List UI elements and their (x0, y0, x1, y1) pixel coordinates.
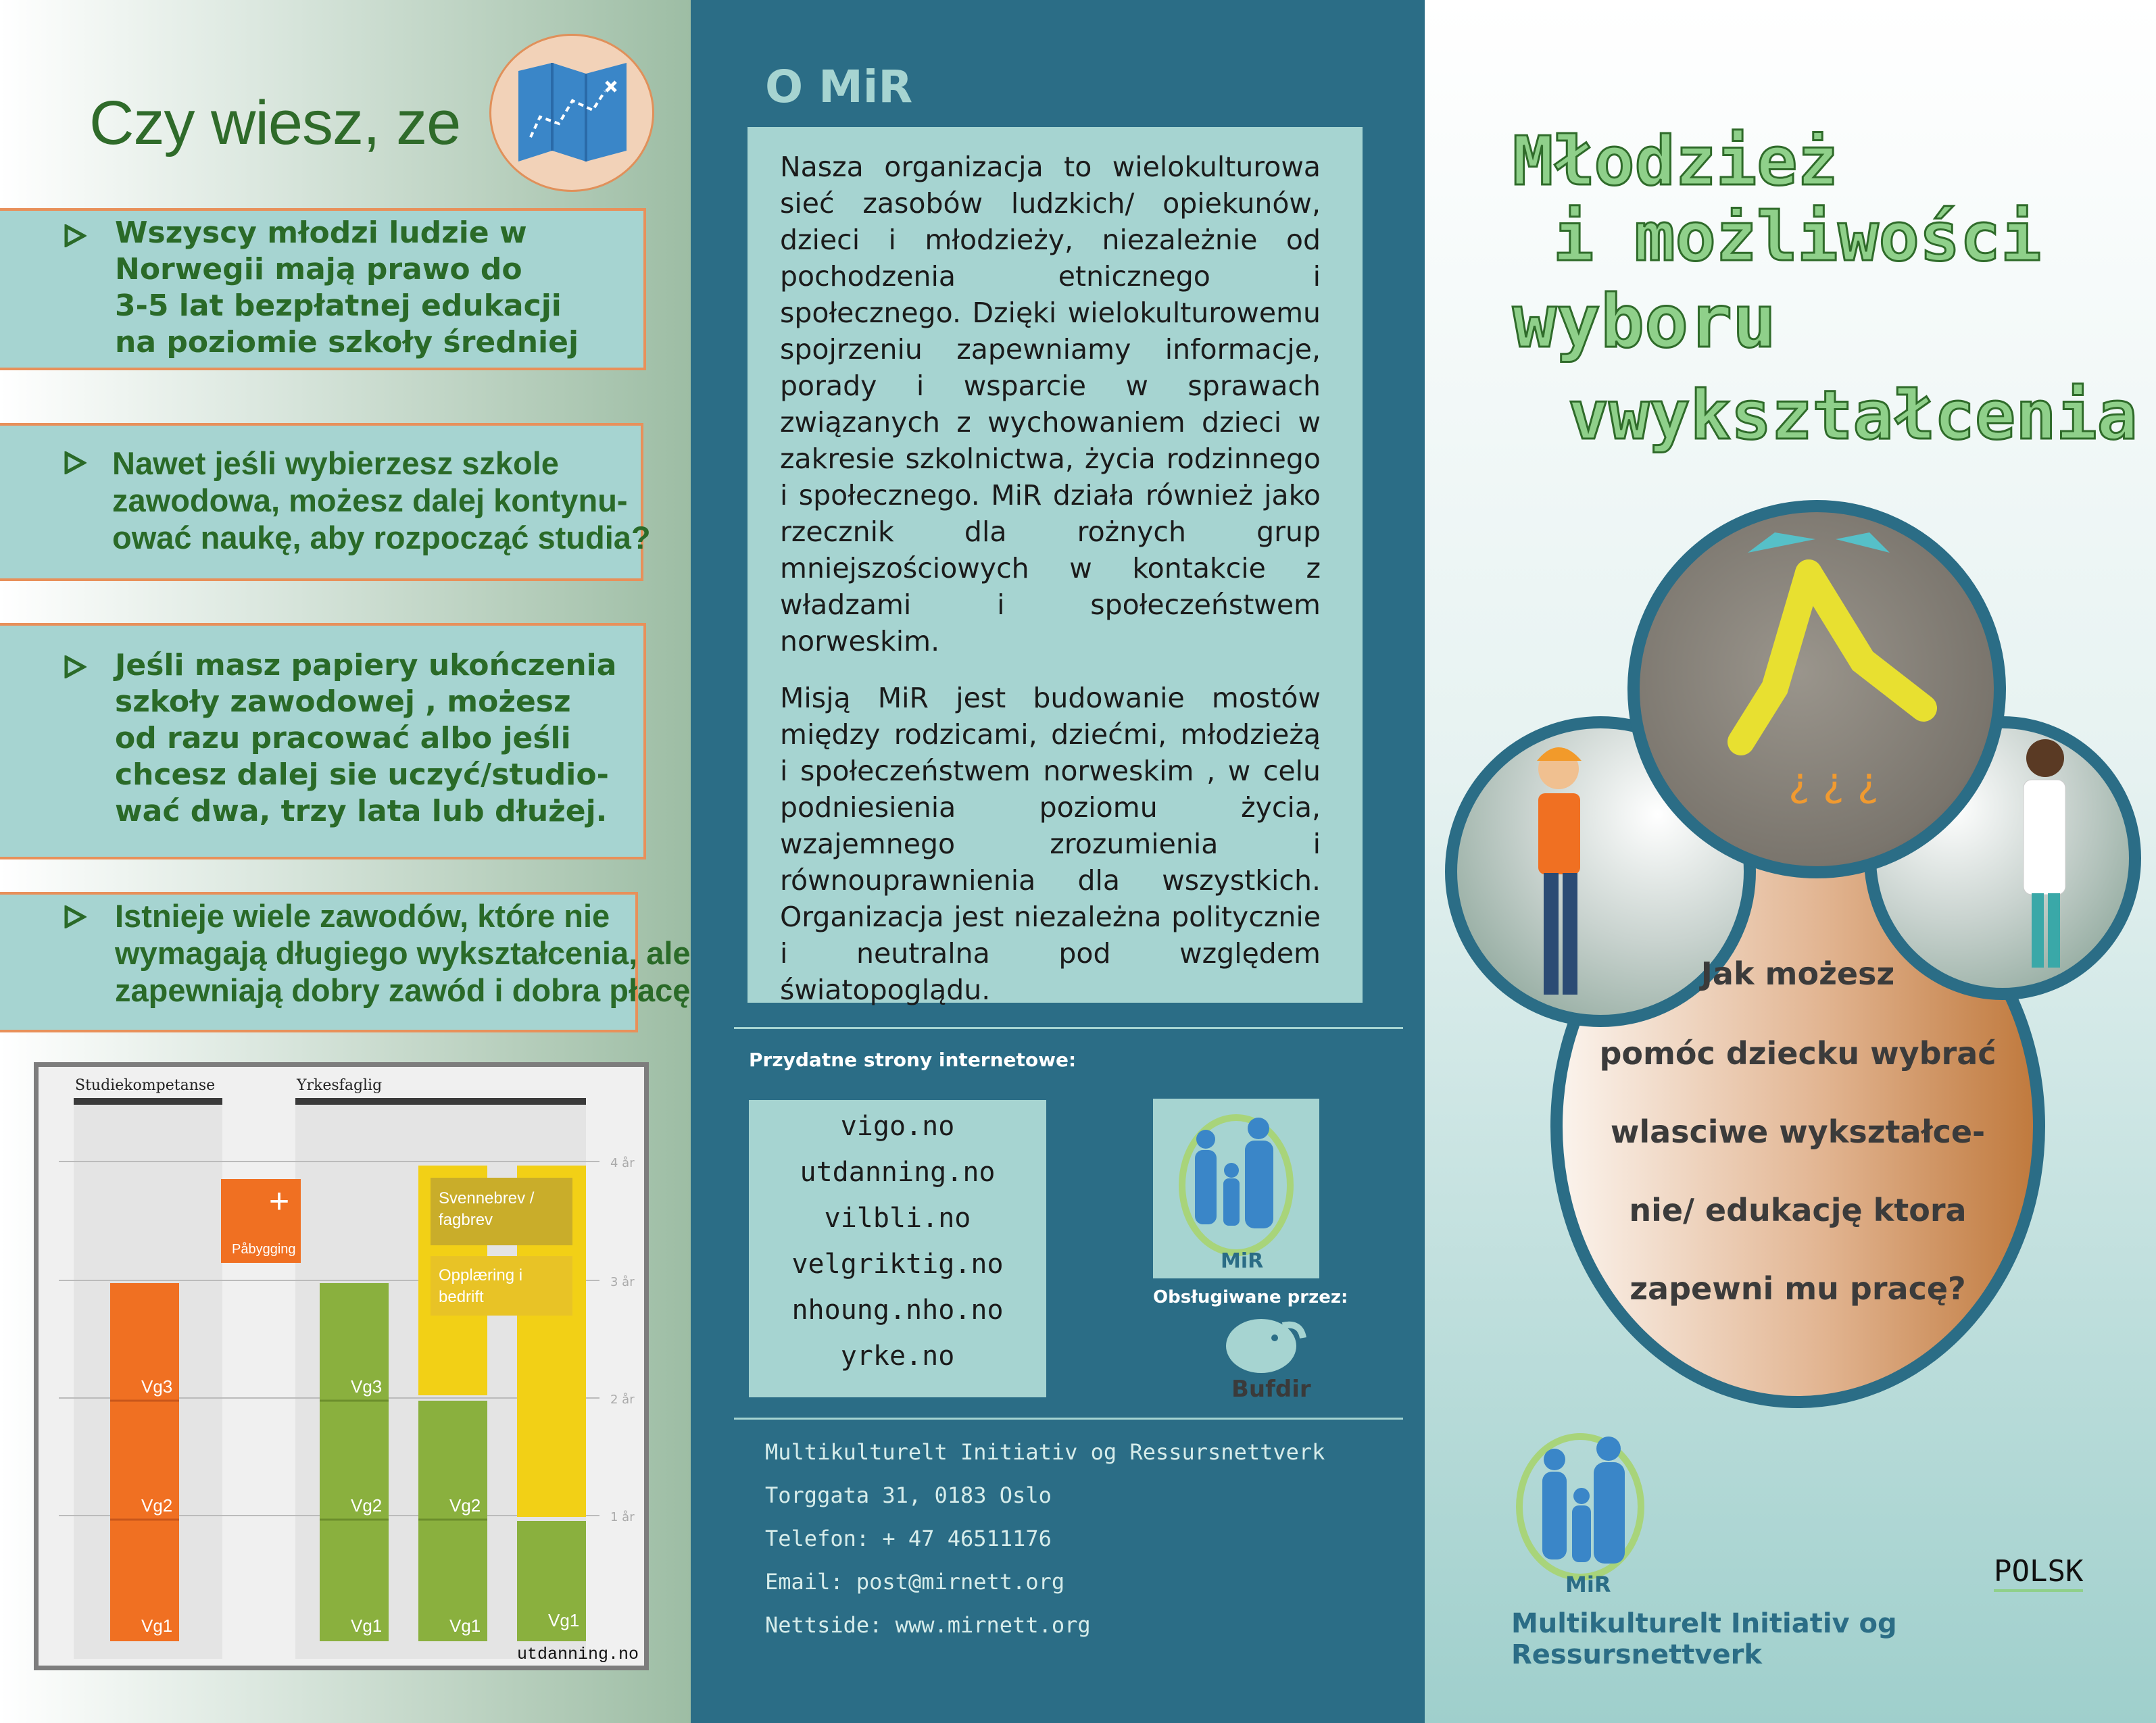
label-vg1: Vg1 (548, 1610, 580, 1630)
play-bullet-icon (64, 451, 87, 474)
fact-text-3: Jeśli masz papiery ukończenia szkoły zawodowej , możesz od razu pracować albo jeśli chcesz dalej sie uczyć/studio- wać dwa, trzy lata lub dłużej. (115, 648, 617, 828)
axis-label: 3 år (610, 1275, 635, 1289)
language-tag: POLSK (1994, 1554, 2083, 1592)
mir-logo (1153, 1099, 1319, 1278)
about-box (748, 127, 1363, 1006)
play-bullet-icon (64, 905, 87, 928)
education-chart (34, 1062, 649, 1670)
fact-text-2: Nawet jeśli wybierzesz szkole zawodowa, możesz dalej kontynu- ować naukę, aby rozpocząć studia? (112, 445, 651, 555)
organization-name: Multikulturelt Initiativ og Ressursnettverk (1511, 1608, 1897, 1670)
label-vg1: Vg1 (351, 1616, 383, 1636)
question-line-5: zapewni mu pracę? (1630, 1270, 1966, 1307)
bufdir-logo-icon (1218, 1312, 1313, 1377)
map-icon (489, 34, 654, 192)
label-vg2: Vg2 (351, 1495, 383, 1516)
link-vilbli[interactable]: vilbli.no (824, 1203, 971, 1234)
contact-org: Multikulturelt Initiativ og Ressursnettverk (765, 1439, 1325, 1465)
link-nhoung[interactable]: nhoung.nho.no (791, 1295, 1004, 1326)
label-pabygging: Påbygging (232, 1242, 296, 1257)
left-panel (0, 0, 691, 1723)
fact-text-1: Wszyscy młodzi ludzie w Norwegii mają prawo do 3-5 lat bezpłatnej edukacji na poziomie szkoły średniej (115, 216, 579, 359)
divider (734, 1418, 1403, 1420)
middle-panel (691, 0, 1425, 1723)
chart-header-left: Studiekompetanse (75, 1077, 216, 1094)
bufdir-name: Bufdir (1231, 1376, 1311, 1403)
divider (734, 1027, 1403, 1029)
link-vigo[interactable]: vigo.no (840, 1111, 955, 1142)
svg-text:¿ ¿ ¿: ¿ ¿ ¿ (1788, 759, 1879, 806)
chart-header-bar (295, 1098, 586, 1105)
label-bedrift: bedrift (439, 1288, 484, 1306)
label-vg3: Vg3 (141, 1376, 173, 1397)
title-line-4: vwykształcenia (1568, 376, 2138, 455)
contact-website[interactable]: Nettside: www.mirnett.org (765, 1612, 1091, 1638)
about-paragraph-1: Nasza organizacja to wielokulturowa sieć zasobów ludzkich/ opiekunów, dzieci i młodzieży, niezależnie od pochodzenia etnicznego i społecznego. Dzięki wielokulturowemu spojrzeniu zapewniamy informacje, porady i wsparcie w sprawach związanych z wychowaniem dzieci w zakresie szkolnictwa, życia rodzinnego i społecznego. MiR działa również jako rzecznik dla rożnych grup mniejszościowych w kontakcie z władzami i społeczeństwem norweskim. (780, 151, 1321, 657)
chart-header-bar (74, 1098, 222, 1105)
question-line-3: wlasciwe wykształce- (1610, 1114, 1986, 1150)
bar-orange-vg (110, 1283, 179, 1641)
did-you-know-heading: Czy wiesz, ze (89, 89, 461, 157)
axis-label: 2 år (610, 1393, 635, 1407)
supported-by-label: Obsługiwane przez: (1153, 1287, 1348, 1307)
chalk-arrows-photo (1627, 500, 2006, 878)
play-bullet-icon (64, 655, 87, 678)
about-title: O MiR (765, 61, 913, 113)
label-opplaering: Opplæring i (439, 1266, 523, 1284)
chart-credit: utdanning.no (516, 1645, 639, 1664)
question-line-2: pomóc dziecku wybrać (1599, 1035, 1996, 1072)
bar-green-vg (320, 1283, 389, 1641)
contact-phone: Telefon: + 47 46511176 (765, 1526, 1052, 1551)
links-box (749, 1100, 1046, 1397)
contact-address: Torggata 31, 0183 Oslo (765, 1482, 1052, 1508)
label-vg3: Vg3 (351, 1376, 383, 1397)
label-fagbrev: fagbrev (439, 1211, 493, 1229)
axis-label: 1 år (610, 1510, 635, 1524)
title-line-2: i możliwości (1553, 197, 2042, 276)
play-bullet-icon (64, 224, 87, 247)
axis-label: 4 år (610, 1156, 635, 1170)
links-label: Przydatne strony internetowe: (749, 1049, 1077, 1071)
link-velgriktig[interactable]: velgriktig.no (791, 1249, 1004, 1280)
title-line-3: wyboru (1513, 280, 1777, 364)
opplaering-box (431, 1256, 572, 1316)
chart-header-right: Yrkesfaglig (297, 1077, 383, 1094)
plus-icon: + (268, 1182, 290, 1221)
bar-green-vg (418, 1401, 487, 1641)
fact-text-4: Istnieje wiele zawodów, które nie wymagają długiego wykształcenia, ale zapewniają dobry zawód i dobra płacę (115, 898, 691, 1008)
contact-email[interactable]: Email: post@mirnett.org (765, 1569, 1065, 1595)
label-vg2: Vg2 (449, 1495, 481, 1516)
link-utdanning[interactable]: utdanning.no (800, 1157, 996, 1188)
label-vg1: Vg1 (141, 1616, 173, 1636)
title-line-1: Młodzież (1513, 122, 1838, 201)
label-vg2: Vg2 (141, 1495, 173, 1516)
mir-logo-text: MiR (1221, 1249, 1264, 1273)
mir-logo (1506, 1426, 1661, 1595)
about-paragraph-2: Misją MiR jest budowanie mostów między rodzicami, dziećmi, młodzieżą i społeczeństwem norweskim , w celu podniesienia poziomu życia, wzajemnego zrozumienia i równouprawnienia dla wszystkich. Organizacja jest niezależna politycznie i neutralna pod względem światopoglądu. (780, 682, 1321, 1006)
mir-logo-text: MiR (1565, 1572, 1611, 1595)
right-panel (1425, 0, 2156, 1723)
question-line-4: nie/ edukację ktora (1629, 1192, 1967, 1228)
label-vg1: Vg1 (449, 1616, 481, 1636)
link-yrke[interactable]: yrke.no (840, 1341, 955, 1372)
question-line-1: Jak możesz (1700, 955, 1895, 992)
label-svennebrev: Svennebrev / (439, 1189, 535, 1207)
